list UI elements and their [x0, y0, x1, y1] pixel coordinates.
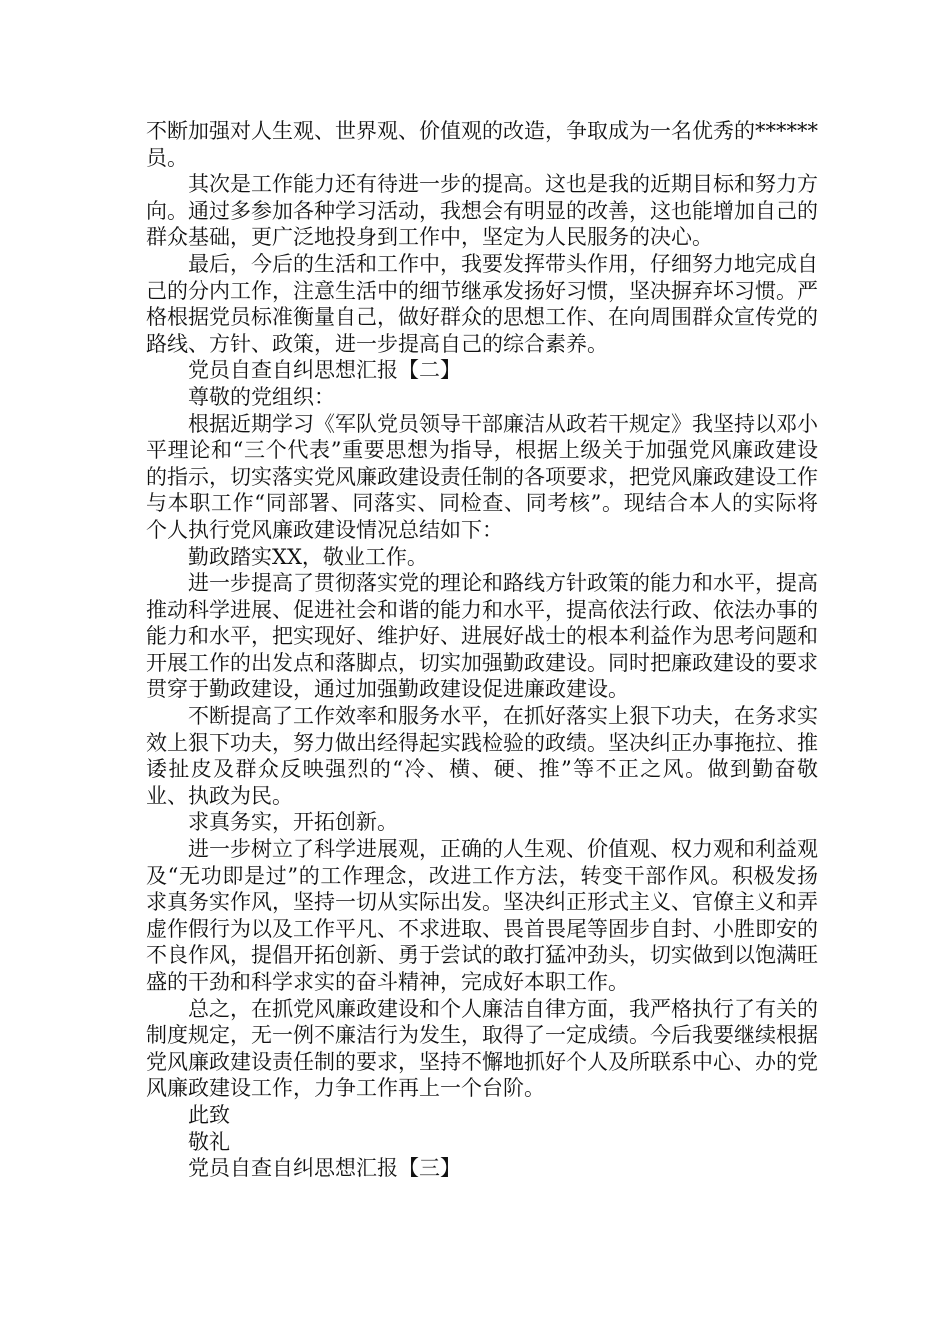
paragraph-summary: 总之，在抓党风廉政建设和个人廉洁自律方面，我严格执行了有关的制度规定，无一例不廉洁行为发生，取得了一定成绩。今后我要继续根据党风廉政建设责任制的要求，坚持不懈地抓好个人及所联系中心、办的党风廉政建设工作，力争工作再上一个台阶。 [146, 996, 818, 1101]
section-heading-two: 党员自查自纠思想汇报【二】 [188, 358, 461, 383]
subheading-diligence: 勤政踏实XX，敬业工作。 [188, 544, 428, 569]
paragraph-efficiency: 不断提高了工作效率和服务水平，在抓好落实上狠下功夫，在务求实效上狠下功夫，努力做出经得起实践检验的政绩。坚决纠正办事拖拉、推诿扯皮及群众反映强烈的“冷、横、硬、推”等不正之风。做到勤奋敬业、执政为民。 [146, 704, 818, 808]
paragraph-intro: 根据近期学习《军队党员领导干部廉洁从政若干规定》我坚持以邓小平理论和“三个代表”重要思想为指导，根据上级关于加强党风廉政建设的指示，切实落实党风廉政建设责任制的各项要求，把党风廉政建设工作与本职工作“同部署、同落实、同检查、同考核”。现结合本人的实际将个人执行党风廉政建设情况总结如下： [146, 411, 818, 542]
paragraph-ability: 进一步提高了贯彻落实党的理论和路线方针政策的能力和水平，提高推动科学进展、促进社会和谐的能力和水平，提高依法行政、依法办事的能力和水平，把实现好、维护好、进展好战士的根本利益作为思考问题和开展工作的出发点和落脚点，切实加强勤政建设。同时把廉政建设的要求贯穿于勤政建设，通过加强勤政建设促进廉政建设。 [146, 571, 818, 702]
paragraph-work-ability: 其次是工作能力还有待进一步的提高。这也是我的近期目标和努力方向。通过多参加各种学习活动，我想会有明显的改善，这也能增加自己的群众基础，更广泛地投身到工作中，坚定为人民服务的决心。 [146, 172, 818, 250]
document-page [146, 118, 818, 1182]
subheading-innovation: 求真务实，开拓创新。 [188, 810, 398, 835]
salutation: 尊敬的党组织： [188, 384, 335, 409]
closing-cizhi: 此致 [188, 1102, 230, 1127]
paragraph-continuation: 不断加强对人生观、世界观、价值观的改造，争取成为一名优秀的******员。 [146, 119, 818, 170]
closing-jingli: 敬礼 [188, 1129, 230, 1154]
paragraph-outlook: 进一步树立了科学进展观，正确的人生观、价值观、权力观和利益观及“无功即是过”的工作理念，改进工作方法，转变干部作风。积极发扬求真务实作风，坚持一切从实际出发。坚决纠正形式主义、官僚主义和弄虚作假行为以及工作平凡、不求进取、畏首畏尾等固步自封、小胜即安的不良作风，提倡开拓创新、勇于尝试的敢打猛冲劲头，切实做到以饱满旺盛的干劲和科学求实的奋斗精神，完成好本职工作。 [146, 837, 818, 994]
paragraph-finally: 最后，今后的生活和工作中，我要发挥带头作用，仔细努力地完成自己的分内工作，注意生活中的细节继承发扬好习惯，坚决摒弃坏习惯。严格根据党员标准衡量自己，做好群众的思想工作、在向周围群众宣传党的路线、方针、政策，进一步提高自己的综合素养。 [146, 251, 818, 356]
section-heading-three: 党员自查自纠思想汇报【三】 [188, 1156, 461, 1181]
